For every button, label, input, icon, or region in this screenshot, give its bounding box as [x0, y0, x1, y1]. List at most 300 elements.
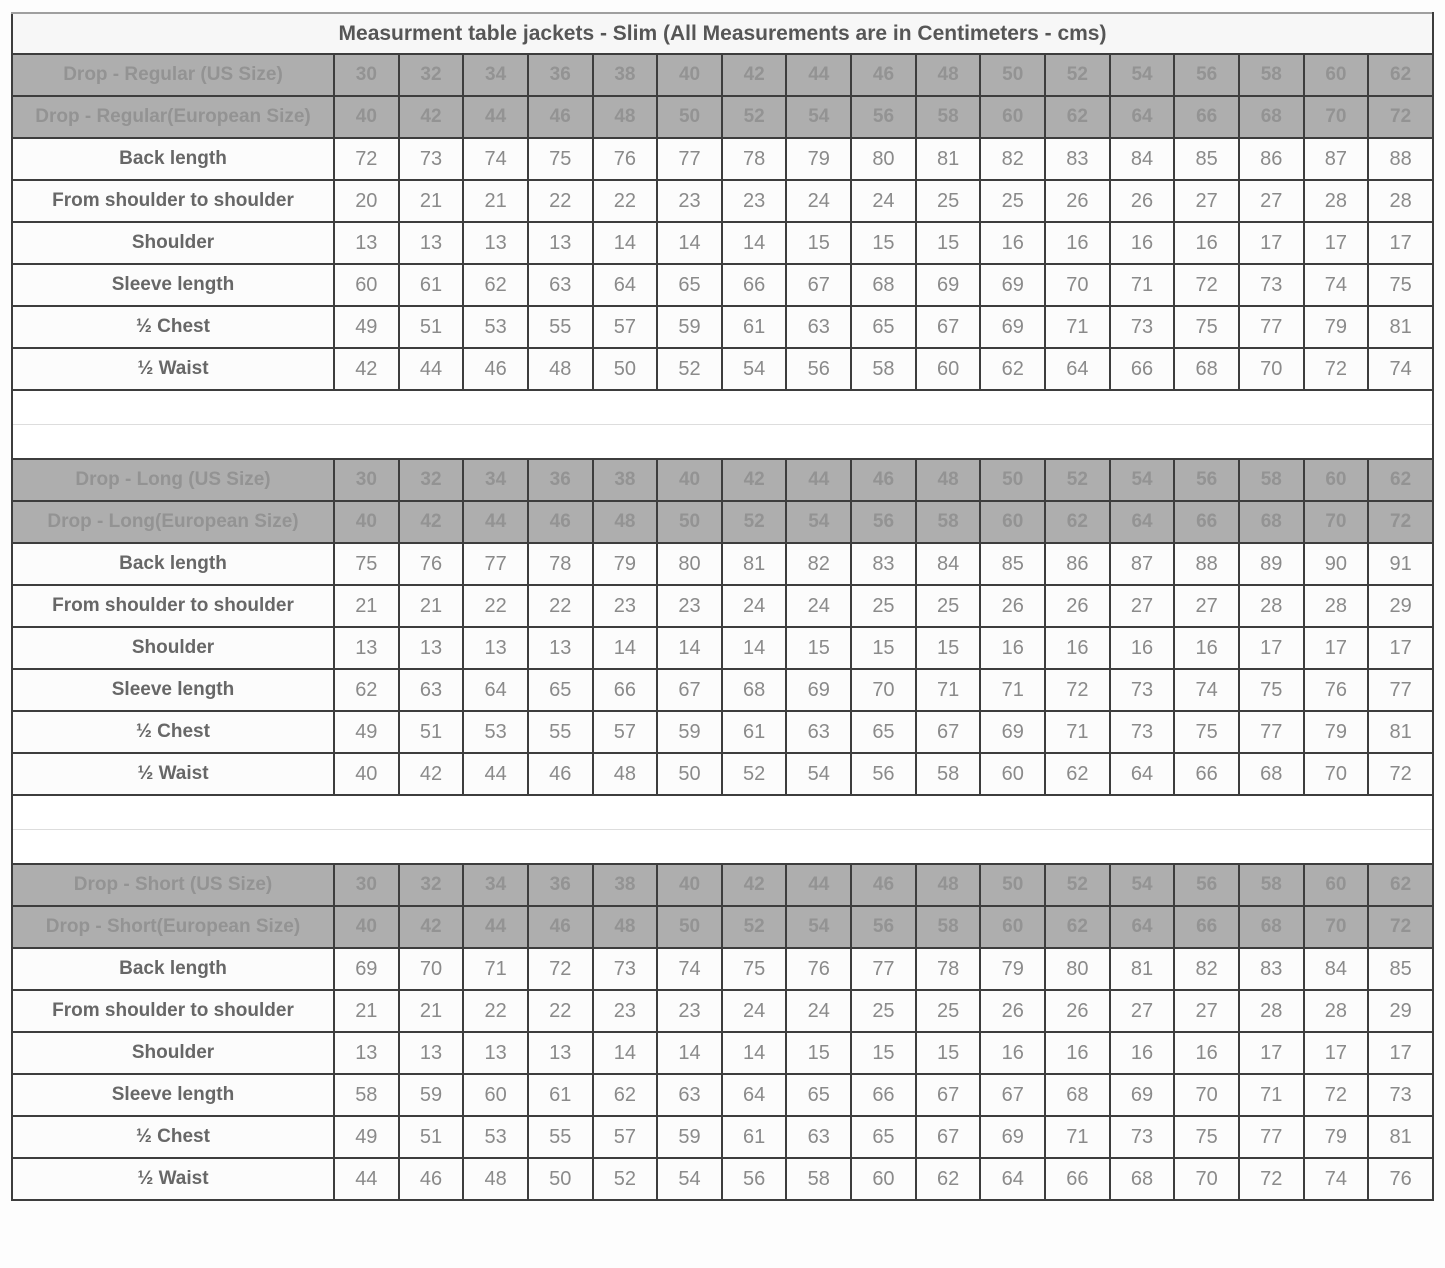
size-cell: 72 — [1368, 906, 1433, 948]
value-cell: 13 — [399, 627, 464, 669]
measurement-row — [12, 1116, 1433, 1158]
value-cell: 64 — [1110, 753, 1175, 795]
value-cell: 85 — [1174, 138, 1239, 180]
measurement-row — [12, 585, 1433, 627]
value-cell: 54 — [657, 1158, 722, 1200]
value-cell: 13 — [399, 1032, 464, 1074]
value-cell: 80 — [657, 543, 722, 585]
value-cell: 56 — [851, 753, 916, 795]
value-cell: 27 — [1174, 990, 1239, 1032]
value-cell: 27 — [1239, 180, 1304, 222]
size-cell: 40 — [334, 501, 399, 543]
value-cell: 63 — [786, 1116, 851, 1158]
value-cell: 64 — [722, 1074, 787, 1116]
value-cell: 48 — [463, 1158, 528, 1200]
value-cell: 57 — [593, 1116, 658, 1158]
size-cell: 54 — [1110, 54, 1175, 96]
value-cell: 13 — [528, 627, 593, 669]
value-cell: 58 — [334, 1074, 399, 1116]
size-cell: 36 — [528, 459, 593, 501]
value-cell: 83 — [1239, 948, 1304, 990]
size-cell: 44 — [786, 54, 851, 96]
value-cell: 81 — [1368, 711, 1433, 753]
drop-header-label: Drop - Long(European Size) — [12, 501, 334, 543]
value-cell: 28 — [1239, 990, 1304, 1032]
value-cell: 46 — [528, 753, 593, 795]
value-cell: 25 — [851, 990, 916, 1032]
size-cell: 46 — [528, 906, 593, 948]
size-cell: 50 — [980, 459, 1045, 501]
value-cell: 44 — [399, 348, 464, 390]
value-cell: 25 — [851, 585, 916, 627]
size-cell: 54 — [786, 96, 851, 138]
value-cell: 70 — [399, 948, 464, 990]
measurement-label: Shoulder — [12, 627, 334, 669]
value-cell: 14 — [593, 627, 658, 669]
value-cell: 73 — [593, 948, 658, 990]
value-cell: 17 — [1304, 627, 1369, 669]
value-cell: 69 — [980, 1116, 1045, 1158]
value-cell: 15 — [916, 222, 981, 264]
value-cell: 58 — [916, 753, 981, 795]
size-cell: 58 — [1239, 864, 1304, 906]
value-cell: 70 — [1045, 264, 1110, 306]
value-cell: 79 — [1304, 306, 1369, 348]
size-cell: 60 — [980, 501, 1045, 543]
size-cell: 52 — [722, 906, 787, 948]
value-cell: 21 — [399, 180, 464, 222]
value-cell: 77 — [1239, 1116, 1304, 1158]
value-cell: 74 — [1368, 348, 1433, 390]
size-cell: 62 — [1045, 96, 1110, 138]
value-cell: 78 — [916, 948, 981, 990]
size-cell: 54 — [786, 906, 851, 948]
value-cell: 52 — [722, 753, 787, 795]
size-cell: 30 — [334, 54, 399, 96]
value-cell: 75 — [1174, 1116, 1239, 1158]
value-cell: 70 — [1239, 348, 1304, 390]
measurement-row — [12, 348, 1433, 390]
value-cell: 25 — [980, 180, 1045, 222]
value-cell: 22 — [528, 585, 593, 627]
value-cell: 28 — [1304, 585, 1369, 627]
value-cell: 75 — [528, 138, 593, 180]
value-cell: 75 — [334, 543, 399, 585]
size-cell: 42 — [399, 501, 464, 543]
value-cell: 22 — [463, 990, 528, 1032]
value-cell: 74 — [1174, 669, 1239, 711]
value-cell: 82 — [1174, 948, 1239, 990]
size-cell: 52 — [1045, 459, 1110, 501]
value-cell: 49 — [334, 306, 399, 348]
value-cell: 66 — [722, 264, 787, 306]
value-cell: 59 — [657, 306, 722, 348]
value-cell: 14 — [593, 1032, 658, 1074]
value-cell: 16 — [980, 222, 1045, 264]
value-cell: 65 — [657, 264, 722, 306]
value-cell: 24 — [786, 180, 851, 222]
size-cell: 72 — [1368, 501, 1433, 543]
measurement-row — [12, 1158, 1433, 1200]
value-cell: 81 — [1368, 1116, 1433, 1158]
measurement-row — [12, 138, 1433, 180]
value-cell: 71 — [980, 669, 1045, 711]
value-cell: 80 — [1045, 948, 1110, 990]
value-cell: 49 — [334, 1116, 399, 1158]
value-cell: 25 — [916, 990, 981, 1032]
size-cell: 52 — [722, 96, 787, 138]
value-cell: 88 — [1174, 543, 1239, 585]
value-cell: 15 — [786, 222, 851, 264]
value-cell: 25 — [916, 585, 981, 627]
value-cell: 25 — [916, 180, 981, 222]
value-cell: 17 — [1368, 627, 1433, 669]
value-cell: 64 — [463, 669, 528, 711]
value-cell: 70 — [1174, 1074, 1239, 1116]
drop-header-label: Drop - Short (US Size) — [12, 864, 334, 906]
value-cell: 53 — [463, 711, 528, 753]
value-cell: 14 — [593, 222, 658, 264]
value-cell: 16 — [1045, 627, 1110, 669]
value-cell: 71 — [1045, 1116, 1110, 1158]
value-cell: 63 — [399, 669, 464, 711]
value-cell: 67 — [980, 1074, 1045, 1116]
measurement-label: Sleeve length — [12, 1074, 334, 1116]
value-cell: 15 — [916, 627, 981, 669]
size-cell: 60 — [1304, 459, 1369, 501]
value-cell: 49 — [334, 711, 399, 753]
size-cell: 66 — [1174, 501, 1239, 543]
value-cell: 66 — [1174, 753, 1239, 795]
measurement-row — [12, 948, 1433, 990]
value-cell: 16 — [1110, 627, 1175, 669]
value-cell: 88 — [1368, 138, 1433, 180]
value-cell: 44 — [334, 1158, 399, 1200]
value-cell: 42 — [334, 348, 399, 390]
measurement-label: Shoulder — [12, 222, 334, 264]
value-cell: 28 — [1304, 180, 1369, 222]
value-cell: 13 — [528, 222, 593, 264]
value-cell: 70 — [1304, 753, 1369, 795]
value-cell: 68 — [851, 264, 916, 306]
value-cell: 17 — [1239, 222, 1304, 264]
drop-header-label: Drop - Short(European Size) — [12, 906, 334, 948]
value-cell: 84 — [1110, 138, 1175, 180]
value-cell: 62 — [334, 669, 399, 711]
value-cell: 24 — [786, 585, 851, 627]
value-cell: 20 — [334, 180, 399, 222]
size-cell: 46 — [851, 864, 916, 906]
size-cell: 48 — [916, 54, 981, 96]
size-cell: 40 — [334, 906, 399, 948]
size-cell: 60 — [980, 906, 1045, 948]
value-cell: 81 — [1110, 948, 1175, 990]
value-cell: 55 — [528, 1116, 593, 1158]
value-cell: 22 — [528, 180, 593, 222]
size-cell: 44 — [786, 459, 851, 501]
value-cell: 84 — [1304, 948, 1369, 990]
value-cell: 77 — [657, 138, 722, 180]
measurement-table-body — [12, 13, 1433, 1200]
value-cell: 72 — [528, 948, 593, 990]
value-cell: 16 — [1174, 1032, 1239, 1074]
value-cell: 52 — [593, 1158, 658, 1200]
size-cell: 36 — [528, 54, 593, 96]
size-cell: 38 — [593, 54, 658, 96]
value-cell: 86 — [1239, 138, 1304, 180]
value-cell: 60 — [980, 753, 1045, 795]
value-cell: 73 — [1239, 264, 1304, 306]
value-cell: 77 — [1368, 669, 1433, 711]
size-cell: 72 — [1368, 96, 1433, 138]
measurement-label: From shoulder to shoulder — [12, 585, 334, 627]
value-cell: 56 — [722, 1158, 787, 1200]
value-cell: 66 — [1045, 1158, 1110, 1200]
value-cell: 27 — [1110, 990, 1175, 1032]
size-cell: 50 — [980, 864, 1045, 906]
value-cell: 13 — [334, 1032, 399, 1074]
value-cell: 15 — [916, 1032, 981, 1074]
size-cell: 66 — [1174, 906, 1239, 948]
size-cell: 30 — [334, 864, 399, 906]
measurement-row — [12, 543, 1433, 585]
size-cell: 54 — [1110, 864, 1175, 906]
value-cell: 75 — [722, 948, 787, 990]
measurement-label: ½ Chest — [12, 711, 334, 753]
value-cell: 85 — [1368, 948, 1433, 990]
value-cell: 73 — [1110, 711, 1175, 753]
value-cell: 68 — [722, 669, 787, 711]
value-cell: 29 — [1368, 990, 1433, 1032]
measurement-row — [12, 711, 1433, 753]
value-cell: 26 — [1110, 180, 1175, 222]
value-cell: 50 — [593, 348, 658, 390]
size-cell: 52 — [1045, 864, 1110, 906]
value-cell: 84 — [916, 543, 981, 585]
value-cell: 60 — [463, 1074, 528, 1116]
size-cell: 62 — [1045, 501, 1110, 543]
value-cell: 21 — [399, 990, 464, 1032]
size-cell: 60 — [1304, 54, 1369, 96]
value-cell: 72 — [334, 138, 399, 180]
value-cell: 26 — [980, 585, 1045, 627]
value-cell: 66 — [593, 669, 658, 711]
value-cell: 79 — [593, 543, 658, 585]
value-cell: 51 — [399, 711, 464, 753]
size-cell: 38 — [593, 459, 658, 501]
measurement-label: Back length — [12, 948, 334, 990]
value-cell: 69 — [786, 669, 851, 711]
value-cell: 51 — [399, 1116, 464, 1158]
drop-header-label: Drop - Regular (US Size) — [12, 54, 334, 96]
value-cell: 67 — [916, 306, 981, 348]
value-cell: 65 — [851, 306, 916, 348]
value-cell: 14 — [657, 1032, 722, 1074]
size-cell: 56 — [851, 501, 916, 543]
size-cell: 56 — [851, 96, 916, 138]
value-cell: 79 — [980, 948, 1045, 990]
value-cell: 55 — [528, 711, 593, 753]
measurement-label: From shoulder to shoulder — [12, 990, 334, 1032]
value-cell: 15 — [851, 1032, 916, 1074]
size-cell: 42 — [722, 459, 787, 501]
size-cell: 50 — [657, 96, 722, 138]
value-cell: 82 — [980, 138, 1045, 180]
section-gap — [12, 795, 1433, 830]
value-cell: 14 — [722, 1032, 787, 1074]
size-cell: 46 — [528, 96, 593, 138]
value-cell: 16 — [1110, 1032, 1175, 1074]
value-cell: 26 — [980, 990, 1045, 1032]
value-cell: 63 — [786, 711, 851, 753]
value-cell: 77 — [851, 948, 916, 990]
measurement-table — [11, 12, 1434, 1201]
value-cell: 24 — [851, 180, 916, 222]
value-cell: 60 — [916, 348, 981, 390]
value-cell: 72 — [1239, 1158, 1304, 1200]
value-cell: 17 — [1239, 627, 1304, 669]
value-cell: 55 — [528, 306, 593, 348]
size-cell: 32 — [399, 54, 464, 96]
value-cell: 61 — [528, 1074, 593, 1116]
value-cell: 61 — [722, 711, 787, 753]
value-cell: 80 — [851, 138, 916, 180]
value-cell: 23 — [657, 990, 722, 1032]
value-cell: 15 — [851, 222, 916, 264]
size-cell: 54 — [1110, 459, 1175, 501]
value-cell: 67 — [916, 1074, 981, 1116]
drop-regular-header-row — [12, 54, 1433, 96]
value-cell: 61 — [399, 264, 464, 306]
value-cell: 75 — [1174, 711, 1239, 753]
size-cell: 48 — [593, 501, 658, 543]
size-cell: 70 — [1304, 906, 1369, 948]
value-cell: 74 — [1304, 264, 1369, 306]
value-cell: 75 — [1174, 306, 1239, 348]
measurement-label: ½ Chest — [12, 306, 334, 348]
size-cell: 50 — [980, 54, 1045, 96]
value-cell: 17 — [1239, 1032, 1304, 1074]
value-cell: 78 — [528, 543, 593, 585]
value-cell: 40 — [334, 753, 399, 795]
value-cell: 91 — [1368, 543, 1433, 585]
value-cell: 73 — [1110, 306, 1175, 348]
value-cell: 71 — [916, 669, 981, 711]
value-cell: 76 — [399, 543, 464, 585]
value-cell: 74 — [1304, 1158, 1369, 1200]
size-cell: 62 — [1045, 906, 1110, 948]
value-cell: 53 — [463, 306, 528, 348]
value-cell: 78 — [722, 138, 787, 180]
value-cell: 65 — [851, 711, 916, 753]
value-cell: 26 — [1045, 180, 1110, 222]
measurement-row — [12, 1032, 1433, 1074]
value-cell: 79 — [1304, 1116, 1369, 1158]
value-cell: 26 — [1045, 585, 1110, 627]
size-cell: 60 — [1304, 864, 1369, 906]
value-cell: 62 — [916, 1158, 981, 1200]
size-cell: 56 — [1174, 54, 1239, 96]
value-cell: 46 — [463, 348, 528, 390]
value-cell: 69 — [334, 948, 399, 990]
size-cell: 54 — [786, 501, 851, 543]
value-cell: 56 — [786, 348, 851, 390]
size-cell: 46 — [851, 459, 916, 501]
size-cell: 32 — [399, 459, 464, 501]
value-cell: 75 — [1368, 264, 1433, 306]
value-cell: 73 — [1110, 669, 1175, 711]
measurement-row — [12, 1074, 1433, 1116]
size-cell: 52 — [1045, 54, 1110, 96]
value-cell: 65 — [851, 1116, 916, 1158]
value-cell: 22 — [593, 180, 658, 222]
measurement-label: Back length — [12, 138, 334, 180]
value-cell: 16 — [1045, 1032, 1110, 1074]
value-cell: 76 — [1304, 669, 1369, 711]
value-cell: 71 — [463, 948, 528, 990]
measurement-row — [12, 264, 1433, 306]
measurement-label: Back length — [12, 543, 334, 585]
value-cell: 67 — [916, 711, 981, 753]
size-cell: 42 — [722, 54, 787, 96]
value-cell: 68 — [1174, 348, 1239, 390]
value-cell: 70 — [1174, 1158, 1239, 1200]
value-cell: 90 — [1304, 543, 1369, 585]
value-cell: 73 — [399, 138, 464, 180]
size-cell: 42 — [399, 906, 464, 948]
value-cell: 24 — [722, 990, 787, 1032]
value-cell: 82 — [786, 543, 851, 585]
size-cell: 60 — [980, 96, 1045, 138]
size-cell: 36 — [528, 864, 593, 906]
value-cell: 21 — [463, 180, 528, 222]
value-cell: 60 — [334, 264, 399, 306]
value-cell: 71 — [1045, 711, 1110, 753]
drop-regular-header-row — [12, 96, 1433, 138]
measurement-row — [12, 990, 1433, 1032]
size-cell: 44 — [463, 96, 528, 138]
size-cell: 50 — [657, 906, 722, 948]
size-cell: 68 — [1239, 906, 1304, 948]
value-cell: 67 — [786, 264, 851, 306]
size-cell: 64 — [1110, 906, 1175, 948]
measurement-row — [12, 627, 1433, 669]
value-cell: 79 — [1304, 711, 1369, 753]
size-cell: 46 — [851, 54, 916, 96]
size-cell: 68 — [1239, 96, 1304, 138]
section-gap-row — [12, 830, 1433, 865]
size-cell: 66 — [1174, 96, 1239, 138]
value-cell: 77 — [1239, 711, 1304, 753]
value-cell: 24 — [786, 990, 851, 1032]
measurement-label: ½ Waist — [12, 1158, 334, 1200]
value-cell: 66 — [851, 1074, 916, 1116]
value-cell: 68 — [1110, 1158, 1175, 1200]
size-cell: 44 — [786, 864, 851, 906]
value-cell: 28 — [1304, 990, 1369, 1032]
value-cell: 77 — [1239, 306, 1304, 348]
value-cell: 72 — [1368, 753, 1433, 795]
size-cell: 56 — [851, 906, 916, 948]
value-cell: 61 — [722, 1116, 787, 1158]
value-cell: 28 — [1368, 180, 1433, 222]
size-cell: 58 — [1239, 54, 1304, 96]
value-cell: 83 — [1045, 138, 1110, 180]
size-cell: 46 — [528, 501, 593, 543]
value-cell: 22 — [528, 990, 593, 1032]
value-cell: 72 — [1174, 264, 1239, 306]
size-cell: 62 — [1368, 54, 1433, 96]
